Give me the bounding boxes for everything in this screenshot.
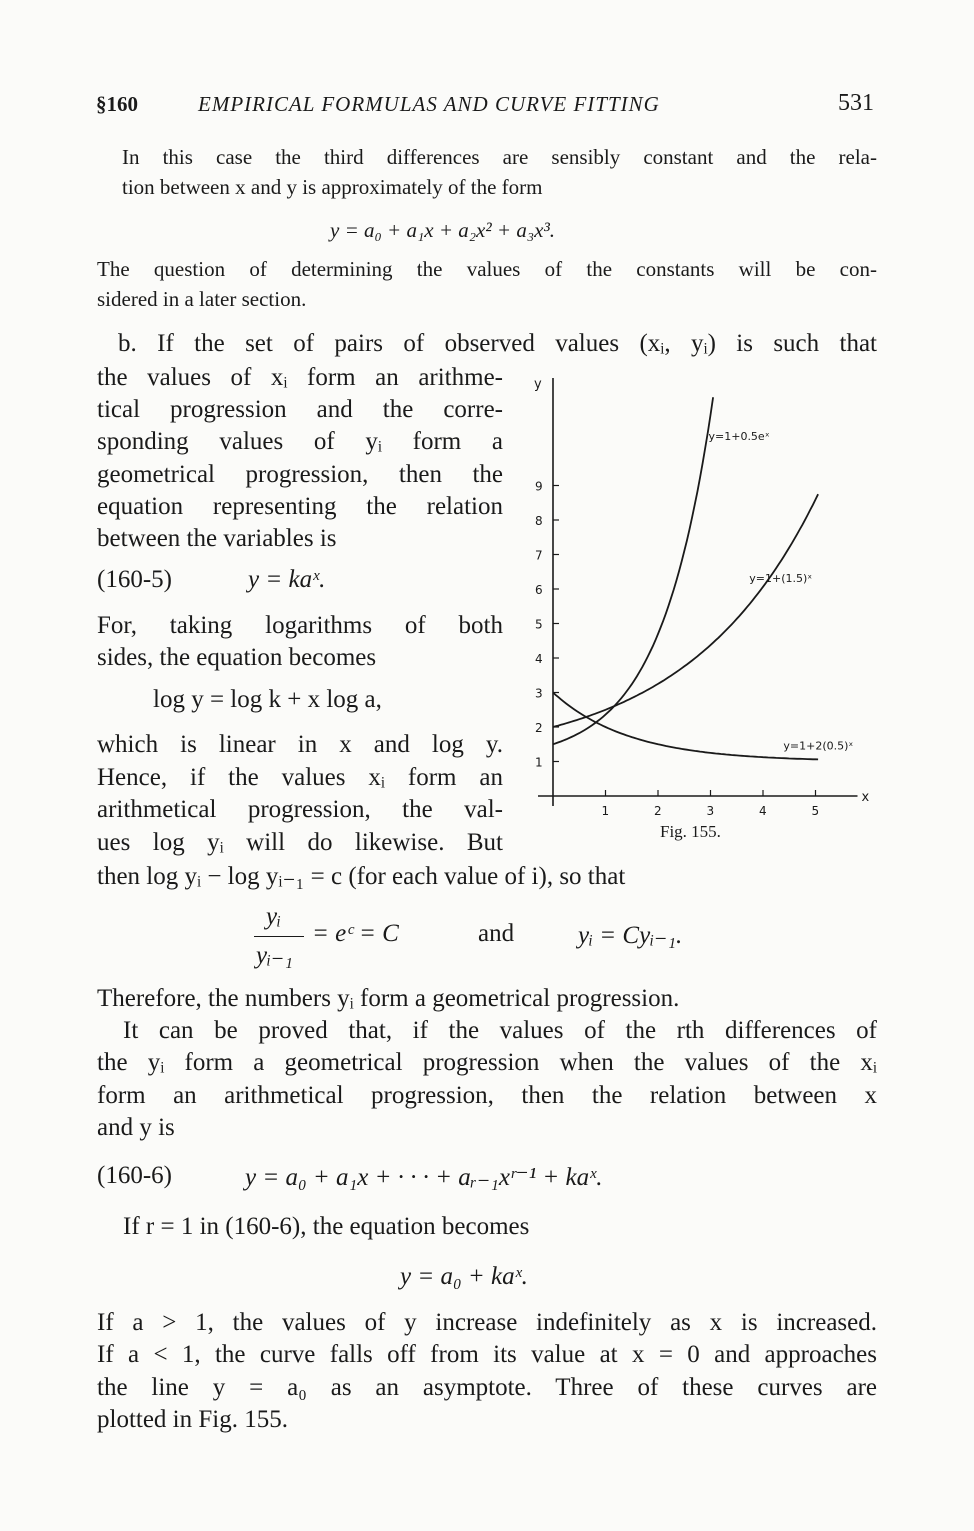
ratio-numerator: yᵢ [266, 903, 282, 930]
para2-line5: and y is [97, 1114, 175, 1141]
para1-line3: The question of determining the values of the constants will be con- [97, 257, 877, 281]
x-axis-label: x [861, 790, 870, 805]
running-title: EMPIRICAL FORMULAS AND CURVE FITTING [198, 92, 660, 116]
equation-label-160-6: (160-6) [97, 1162, 172, 1189]
figure-155 [520, 370, 890, 850]
y-tick-label: 2 [535, 721, 543, 735]
y-tick-label: 6 [535, 583, 543, 597]
para-b-line1: b. If the set of pairs of observed values (xᵢ, yᵢ) is such that [118, 330, 877, 357]
y-tick-label: 7 [535, 548, 543, 563]
para1-line1: In this case the third differences are sensibly constant and the rela- [122, 145, 877, 169]
x-tick-label: 4 [759, 804, 767, 818]
label-exp: y=1+0.5eˣ [708, 430, 770, 443]
para-b-line12: arithmetical progression, the val- [97, 796, 503, 823]
y-tick-label: 8 [535, 514, 543, 528]
y-tick-label: 4 [535, 652, 543, 666]
para2-line6: If r = 1 in (160-6), the equation becomes [123, 1213, 530, 1240]
figure-caption: Fig. 155. [660, 822, 721, 841]
y-axis-label: y [534, 377, 542, 392]
para3-line4: plotted in Fig. 155. [97, 1406, 288, 1433]
para3-line3: the line y = a₀ as an asymptote. Three of these curves are [97, 1374, 877, 1401]
x-tick-label: 2 [654, 804, 662, 818]
equation-label-160-5: (160-5) [97, 566, 172, 593]
equation-y-a0-kax: y = a₀ + kaˣ. [400, 1263, 528, 1290]
para2-line3: the yᵢ form a geometrical progression when the values of the xᵢ [97, 1049, 877, 1076]
label-0-5-power: y=1+2(0.5)ˣ [783, 739, 854, 753]
para-b-line13: ues log yᵢ will do likewise. But [97, 829, 503, 856]
log-equation: log y = log k + x log a, [153, 686, 382, 713]
equation-160-6: y = a₀ + a₁x + · · · + aᵣ₋₁xʳ⁻¹ + kaˣ. [245, 1164, 603, 1191]
para-b-line3: tical progression and the corre- [97, 396, 503, 423]
para-b-line14: then log yᵢ − log yᵢ₋₁ = c (for each value of i), so that [97, 863, 626, 890]
label-1-5-power: y=1+(1.5)ˣ [749, 572, 813, 586]
ratio-second-eq: yᵢ = Cyᵢ₋₁. [578, 922, 683, 949]
para3-line2: If a < 1, the curve falls off from its value at x = 0 and approaches [97, 1341, 877, 1368]
para2-line1: Therefore, the numbers yᵢ form a geometrical progression. [97, 985, 680, 1012]
curve-1-5-power [553, 494, 818, 727]
y-tick-label: 5 [535, 617, 543, 632]
para-b-line10: which is linear in x and log y. [97, 731, 503, 758]
para3-line1: If a > 1, the values of y increase indefinitely as x is increased. [97, 1309, 877, 1336]
y-tick-label: 1 [535, 755, 543, 770]
para1-line2: tion between x and y is approximately of the form [122, 175, 543, 199]
para-b-line4: sponding values of yᵢ form a [97, 428, 503, 455]
x-tick-label: 5 [811, 804, 820, 818]
page-number: 531 [838, 90, 874, 116]
section-number: §160 [96, 92, 138, 116]
x-tick-label: 1 [601, 804, 610, 818]
para1-equation: y = a₀ + a₁x + a₂x² + a₃x³. [330, 218, 556, 242]
y-tick-label: 3 [535, 686, 543, 701]
ratio-and: and [478, 920, 515, 947]
para-b-line9: sides, the equation becomes [97, 644, 377, 671]
para1-line4: sidered in a later section. [97, 287, 307, 311]
para-b-line8: For, taking logarithms of both [97, 612, 503, 639]
fraction-bar [254, 936, 304, 937]
x-tick-label: 3 [706, 804, 715, 818]
para-b-line2: the values of xᵢ form an arithme- [97, 364, 503, 391]
curve-0-5-power [553, 693, 818, 760]
y-tick-label: 9 [535, 479, 543, 494]
para-b-line5: geometrical progression, then the [97, 461, 503, 488]
para2-line2: It can be proved that, if the values of the rth differences of [123, 1017, 877, 1044]
ratio-rhs: = eᶜ = C [312, 920, 399, 947]
para2-line4: form an arithmetical progression, then the relation between x [97, 1082, 877, 1109]
para-b-line11: Hence, if the values xᵢ form an [97, 764, 503, 791]
equation-160-5: y = kaˣ. [248, 566, 326, 593]
para-b-line6: equation representing the relation [97, 493, 503, 520]
ratio-denominator: yᵢ₋₁ [256, 942, 293, 969]
curve-exp [553, 397, 713, 744]
para-b-line7: between the variables is [97, 525, 337, 552]
